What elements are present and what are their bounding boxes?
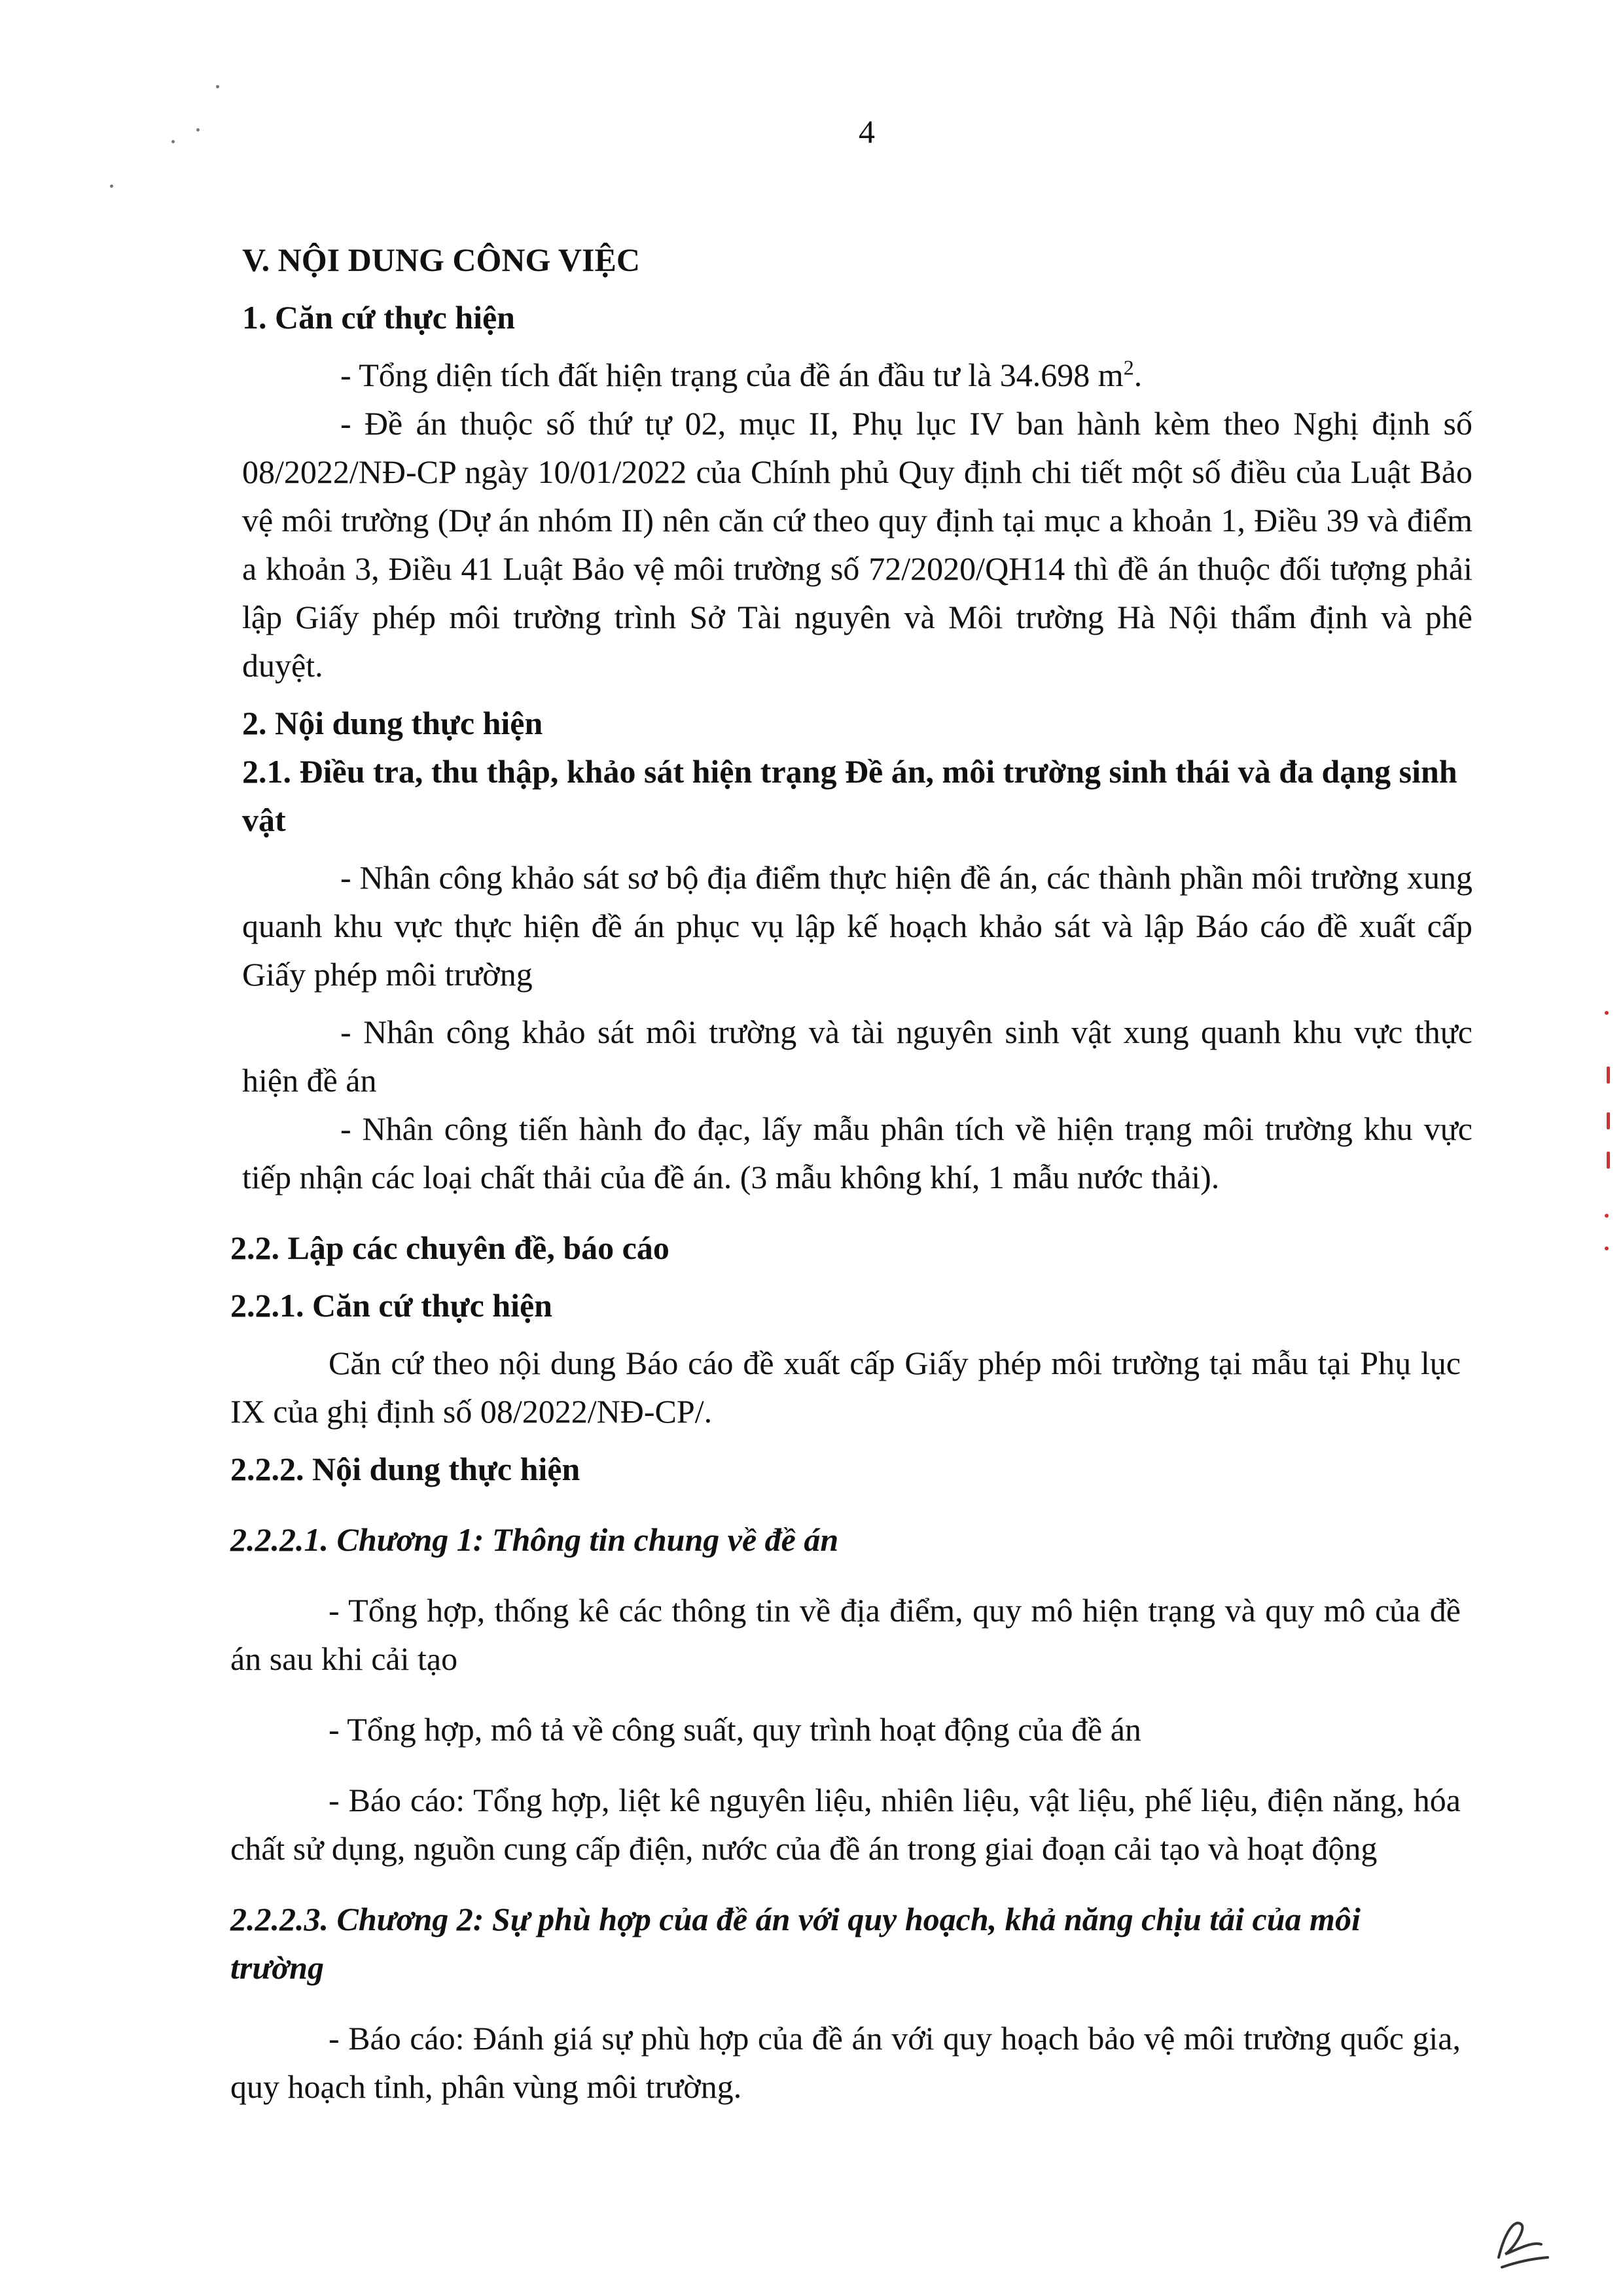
area-text: - Tổng diện tích đất hiện trạng của đề án đầu tư là 34.698 m: [340, 357, 1124, 393]
list-item: - Tổng hợp, thống kê các thông tin về địa điểm, quy mô hiện trạng và quy mô của đề án sau khi cải tạo: [230, 1592, 1461, 1677]
margin-mark: [1605, 1011, 1609, 1015]
heading-2-2-2-3: 2.2.2.3. Chương 2: Sự phù hợp của đề án với quy hoạch, khả năng chịu tải của môi trường: [230, 1901, 1361, 1986]
margin-mark: [1607, 1152, 1610, 1169]
document-body-continued: [230, 1224, 1461, 2111]
list-item: - Báo cáo: Đánh giá sự phù hợp của đề án với quy hoạch bảo vệ môi trường quốc gia, quy hoạch tỉnh, phân vùng môi trường.: [230, 2020, 1461, 2105]
scan-speck: [196, 128, 200, 132]
scan-speck: [171, 140, 175, 143]
list-item: - Nhân công tiến hành đo đạc, lấy mẫu phân tích về hiện trạng môi trường khu vực tiếp nhận các loại chất thải của đề án. (3 mẫu không khí, 1 mẫu nước thải).: [242, 1110, 1472, 1195]
list-item: - Nhân công khảo sát môi trường và tài nguyên sinh vật xung quanh khu vực thực hiện đề án: [242, 1014, 1472, 1099]
area-unit-superscript: 2: [1123, 355, 1134, 380]
margin-mark: [1605, 1246, 1609, 1250]
section-title: V. NỘI DUNG CÔNG VIỆC: [242, 241, 640, 278]
margin-mark: [1607, 1112, 1610, 1129]
paragraph-legal-basis: - Đề án thuộc số thứ tự 02, mục II, Phụ lục IV ban hành kèm theo Nghị định số 08/2022/NĐ-CP ngày 10/01/2022 của Chính phủ Quy định chi tiết một số điều của Luật Bảo vệ môi trường (Dự án nhóm II) nên căn cứ theo quy định tại mục a khoản 1, Điều 39 và điểm a khoản 3, Điều 41 Luật Bảo vệ môi trường số 72/2020/QH14 thì đề án thuộc đối tượng phải lập Giấy phép môi trường trình Sở Tài nguyên và Môi trường Hà Nội thẩm định và phê duyệt.: [242, 405, 1472, 684]
heading-1: 1. Căn cứ thực hiện: [242, 299, 515, 336]
margin-mark: [1605, 1214, 1609, 1218]
heading-2-1: 2.1. Điều tra, thu thập, khảo sát hiện trạng Đề án, môi trường sinh thái và đa dạng sinh vật: [242, 753, 1457, 838]
heading-2-2-2: 2.2.2. Nội dung thực hiện: [230, 1451, 580, 1487]
list-item: - Nhân công khảo sát sơ bộ địa điểm thực hiện đề án, các thành phần môi trường xung quanh khu vực thực hiện đề án phục vụ lập kế hoạch khảo sát và lập Báo cáo đề xuất cấp Giấy phép môi trường: [242, 859, 1472, 993]
page-number: 4: [859, 113, 875, 150]
heading-2-2-2-1: 2.2.2.1. Chương 1: Thông tin chung về đề án: [230, 1521, 839, 1558]
paragraph-basis: Căn cứ theo nội dung Báo cáo đề xuất cấp Giấy phép môi trường tại mẫu tại Phụ lục IX của ghị định số 08/2022/NĐ-CP/.: [230, 1345, 1461, 1430]
document-body: [242, 236, 1472, 1201]
list-item: - Báo cáo: Tổng hợp, liệt kê nguyên liệu, nhiên liệu, vật liệu, phế liệu, điện năng, hóa chất sử dụng, nguồn cung cấp điện, nước của đề án trong giai đoạn cải tạo và hoạt động: [230, 1782, 1461, 1867]
scan-speck: [110, 185, 113, 188]
area-suffix: .: [1133, 357, 1143, 393]
scan-speck: [216, 85, 219, 88]
heading-2: 2. Nội dung thực hiện: [242, 705, 543, 741]
heading-2-2: 2.2. Lập các chuyên đề, báo cáo: [230, 1229, 669, 1266]
heading-2-2-1: 2.2.1. Căn cứ thực hiện: [230, 1287, 552, 1324]
list-item: - Tổng hợp, mô tả về công suất, quy trình hoạt động của đề án: [329, 1711, 1141, 1748]
initials-signature: [1486, 2205, 1558, 2277]
paragraph-area: [242, 351, 1472, 399]
margin-mark: [1607, 1067, 1610, 1084]
